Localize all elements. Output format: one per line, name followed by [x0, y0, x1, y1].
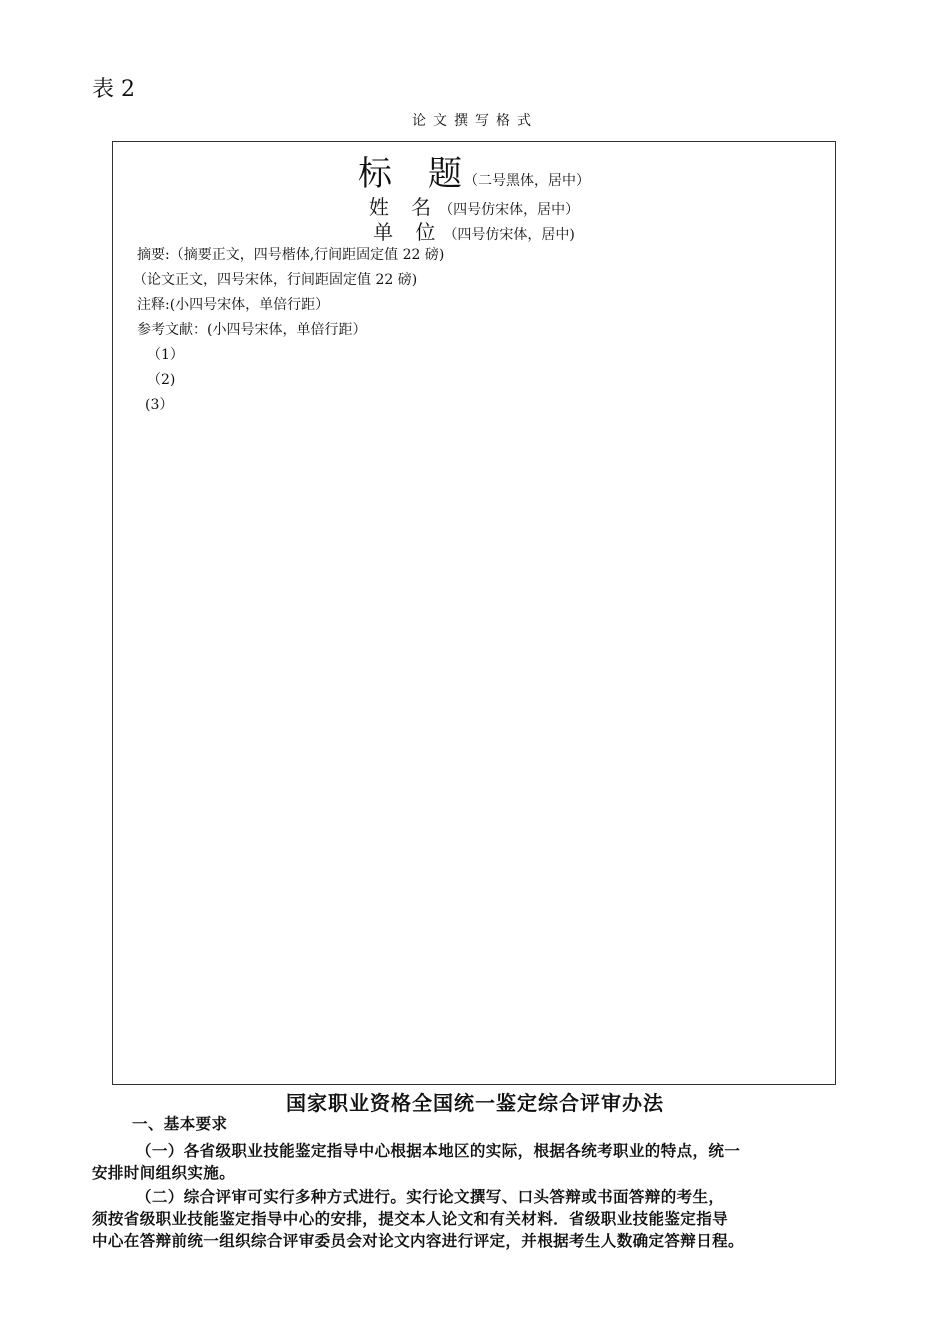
- template-name-note: （四号仿宋体，居中）: [439, 202, 580, 218]
- table-label: 表 2: [92, 77, 135, 102]
- template-references-line: 参考文献：(小四号宋体，单倍行距）: [137, 322, 367, 338]
- template-reference-item: （2): [147, 372, 176, 388]
- document-caption: 论文撰写格式: [412, 113, 538, 129]
- paragraph-2-line-3: 中心在答辩前统一组织综合评审委员会对论文内容进行评定，并根据考生人数确定答辩日程。: [92, 1231, 744, 1250]
- template-name-label: 姓 名: [368, 195, 440, 219]
- paper-format-template-box: [112, 141, 836, 1085]
- template-title-char-2: 题: [428, 154, 464, 194]
- template-body-line: （论文正文，四号宋体，行间距固定值 22 磅): [133, 272, 418, 288]
- template-title-row: [113, 146, 835, 195]
- paragraph-1-line-2: 安排时间组织实施。: [92, 1163, 236, 1182]
- template-notes-line: 注释:(小四号宋体，单倍行距）: [137, 297, 330, 313]
- template-unit-note: （四号仿宋体，居中): [443, 227, 575, 243]
- template-title-char-1: 标: [358, 154, 394, 194]
- paragraph-1-line-1: （一）各省级职业技能鉴定指导中心根据本地区的实际，根据各统考职业的特点，统一: [136, 1141, 741, 1160]
- template-title-note: （二号黑体，居中）: [464, 173, 590, 189]
- template-unit-row: [113, 216, 835, 245]
- section-title: 国家职业资格全国统一鉴定综合评审办法: [286, 1091, 664, 1115]
- template-abstract-line: 摘要:（摘要正文，四号楷体,行间距固定值 22 磅): [137, 247, 445, 263]
- paragraph-2-line-2: 须按省级职业技能鉴定指导中心的安排，提交本人论文和有关材料．省级职业技能鉴定指导: [92, 1209, 729, 1228]
- template-unit-label: 单 位: [373, 220, 444, 244]
- section-heading: 一、基本要求: [132, 1114, 228, 1133]
- template-reference-item: （1）: [147, 347, 184, 363]
- paragraph-2-line-1: （二）综合评审可实行多种方式进行。实行论文撰写、口头答辩或书面答辩的考生，: [136, 1187, 725, 1206]
- template-reference-item: (3）: [145, 397, 174, 413]
